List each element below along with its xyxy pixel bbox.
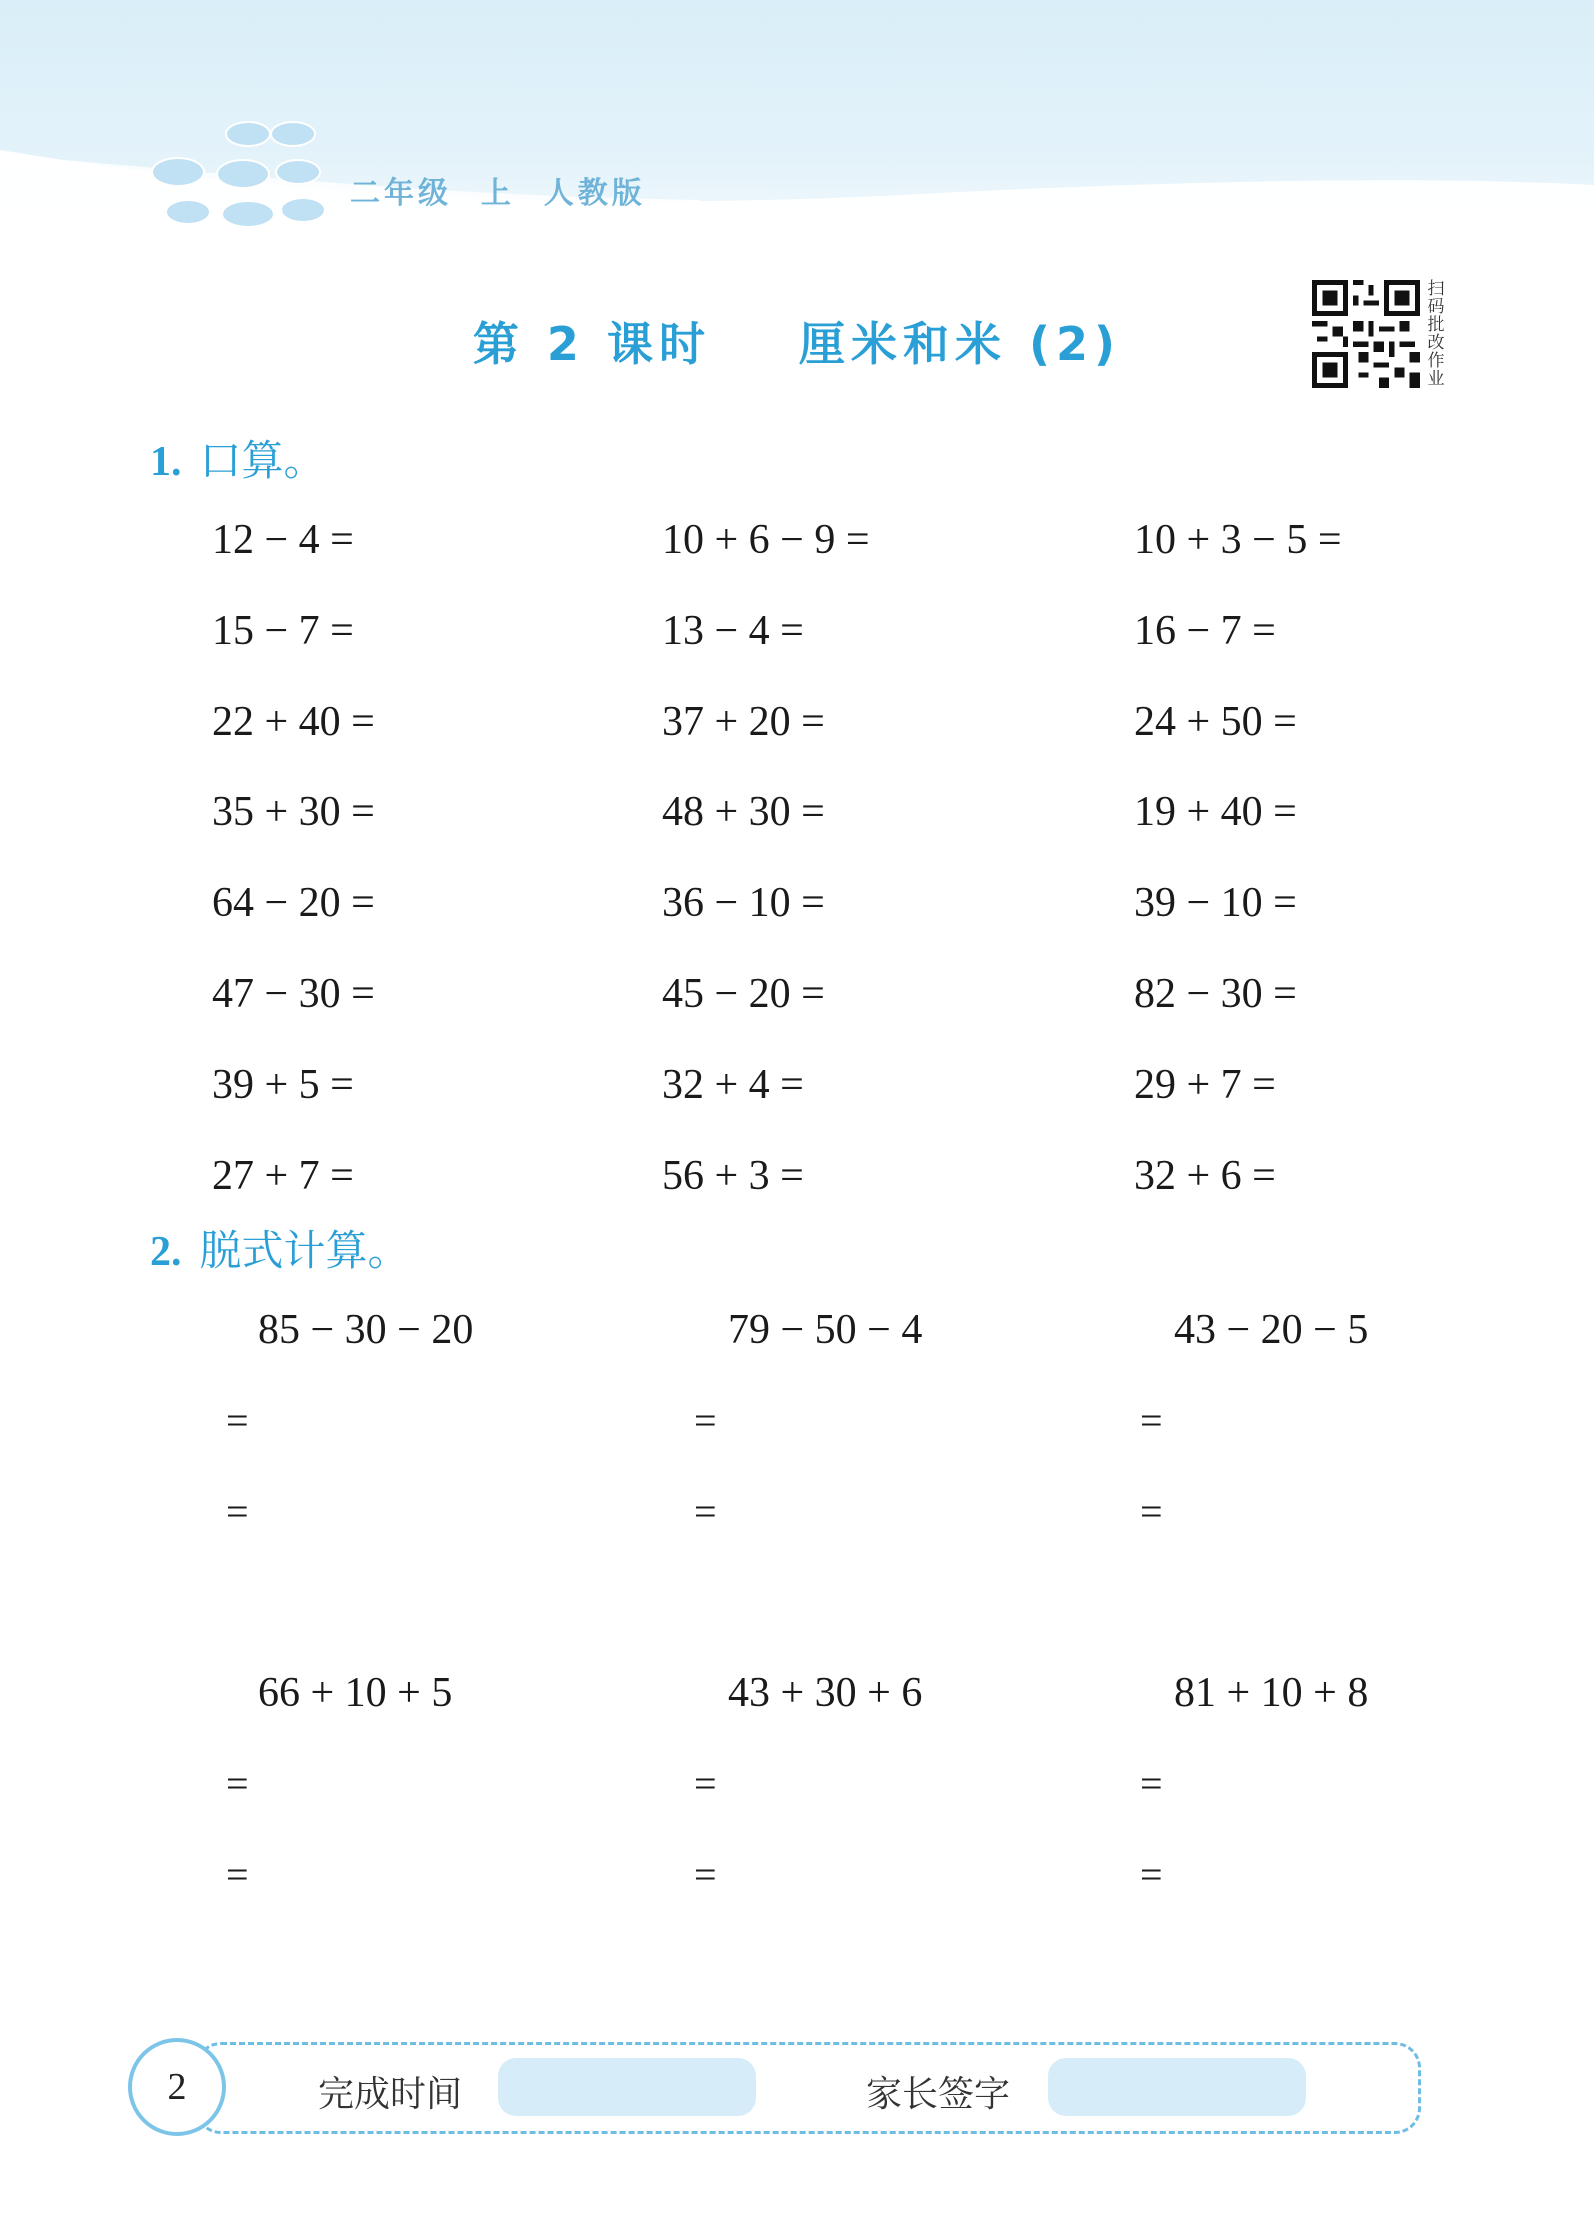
answer-line-equals[interactable]: = [694,1398,717,1443]
oral-problem: 45 − 20 = [662,971,825,1017]
oral-problem: 10 + 6 − 9 = [662,517,870,563]
oral-problem: 37 + 20 = [662,698,825,745]
section-2-heading [150,1218,410,1278]
oral-problem: 16 − 7 = [1134,607,1276,654]
oral-problem: 10 + 3 − 5 = [1134,517,1342,563]
page-title: 第 2 课时 厘米和米 (2) [472,317,1122,371]
completion-time-field[interactable] [498,2058,756,2116]
section-2-label: 脱式计算。 [199,1226,410,1275]
section-2-number: 2. [150,1229,182,1275]
qr-code-icon[interactable] [1312,280,1420,388]
qr-code-label: 扫码批改作业 [1427,279,1445,389]
step-problem: 81 + 10 + 8 [1174,1670,1369,1716]
cloud-icon [148,112,328,232]
oral-problem: 48 + 30 = [662,789,825,836]
oral-problem: 32 + 6 = [1134,1152,1276,1199]
oral-problem: 29 + 7 = [1134,1061,1276,1108]
answer-line-equals[interactable]: = [1140,1852,1163,1897]
step-problem: 66 + 10 + 5 [258,1670,453,1716]
oral-problem: 13 − 4 = [662,607,804,654]
page-number: 2 [128,2038,226,2136]
oral-problem: 22 + 40 = [212,698,375,745]
oral-problem: 27 + 7 = [212,1152,354,1199]
oral-problem: 12 − 4 = [212,517,354,563]
answer-line-equals[interactable]: = [226,1761,249,1806]
parent-signature-label: 家长签字 [866,2074,1011,2115]
section-1-number: 1. [150,439,182,485]
oral-problem: 82 − 30 = [1134,971,1297,1017]
answer-line-equals[interactable]: = [694,1489,717,1534]
oral-problem: 39 − 10 = [1134,880,1297,927]
answer-line-equals[interactable]: = [694,1852,717,1897]
answer-line-equals[interactable]: = [226,1398,249,1443]
oral-problem: 36 − 10 = [662,880,825,927]
answer-line-equals[interactable]: = [1140,1398,1163,1443]
parent-signature-field[interactable] [1048,2058,1306,2116]
answer-line-equals[interactable]: = [226,1852,249,1897]
answer-line-equals[interactable]: = [1140,1489,1163,1534]
step-problem: 43 + 30 + 6 [728,1670,923,1716]
section-1-heading [150,428,326,488]
oral-problem: 39 + 5 = [212,1061,354,1108]
oral-problem: 19 + 40 = [1134,789,1297,836]
oral-problem: 64 − 20 = [212,880,375,927]
completion-time-label: 完成时间 [318,2074,463,2115]
grade-edition-label: 二年级 上 人教版 [350,176,646,211]
oral-problem: 24 + 50 = [1134,698,1297,745]
step-problem: 79 − 50 − 4 [728,1307,923,1353]
oral-problem: 56 + 3 = [662,1152,804,1199]
oral-problem: 35 + 30 = [212,789,375,836]
oral-problem: 47 − 30 = [212,971,375,1017]
answer-line-equals[interactable]: = [694,1761,717,1806]
answer-line-equals[interactable]: = [1140,1761,1163,1806]
step-problem: 85 − 30 − 20 [258,1307,474,1353]
step-problem: 43 − 20 − 5 [1174,1307,1369,1353]
answer-line-equals[interactable]: = [226,1489,249,1534]
section-1-label: 口算。 [199,436,326,485]
oral-problem: 32 + 4 = [662,1061,804,1108]
oral-problem: 15 − 7 = [212,607,354,654]
